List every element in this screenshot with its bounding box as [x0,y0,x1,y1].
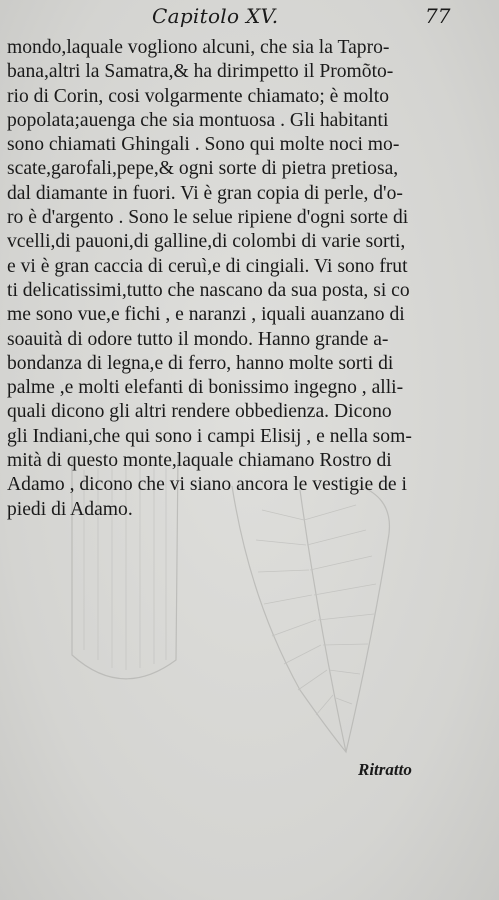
text-line: e vi è gran caccia di ceruì,e di cingiali. Vi sono frut [7,255,408,277]
text-line: bana,altri la Samatra,& ha dirimpetto il Promõto- [7,61,394,83]
text-line: popolata;auenga che sia montuosa . Gli habitanti [7,109,389,131]
text-line: bondanza di legna,e di ferro, hanno molte sorti di [7,352,394,374]
leaf-midrib [300,490,346,752]
text-line: vcelli,di pauoni,di galline,di colombi di varie sorti, [7,231,406,253]
text-line: gli Indiani,che qui sono i campi Elisij , e nella som- [7,425,412,447]
catchword: Ritratto [358,760,412,779]
text-line: me sono vue,e fichi , e naranzi , iquali auanzano di [7,304,405,326]
leaf-outline [232,486,389,752]
text-line: sono chiamati Ghingali . Sono qui molte noci mo- [7,134,400,156]
running-title: Capitolo XV. [152,4,279,28]
text-line: soauità di odore tutto il mondo. Hanno grande a- [7,328,389,350]
text-line: rio di Corin, cosi volgarmente chiamato; è molto [7,85,389,107]
text-line: quali dicono gli altri rendere obbedienza. Dicono [7,401,392,423]
text-line: mondo,laquale vogliono alcuni, che sia la Tapro- [7,37,390,58]
page-header [0,4,499,30]
text-line: piedi di Adamo. [7,498,133,520]
text-line: dal diamante in fuori. Vi è gran copia di perle, d'o- [7,182,403,204]
text-line: scate,garofali,pepe,& ogni sorte di pietra pretiosa, [7,158,399,180]
text-line: ro è d'argento . Sono le selue ripiene d'ogni sorte di [7,207,409,229]
page-number: 77 [425,4,451,28]
text-line: ti delicatissimi,tutto che nascano da sua posta, si co [7,279,410,301]
body-text [7,36,459,522]
text-line: mità di questo monte,laquale chiamano Rostro di [7,450,392,472]
text-line: palme ,e molti elefanti di bonissimo ingegno , alli- [7,377,404,399]
text-line: Adamo , dicono che vi siano ancora le vestigie de i [7,474,407,496]
